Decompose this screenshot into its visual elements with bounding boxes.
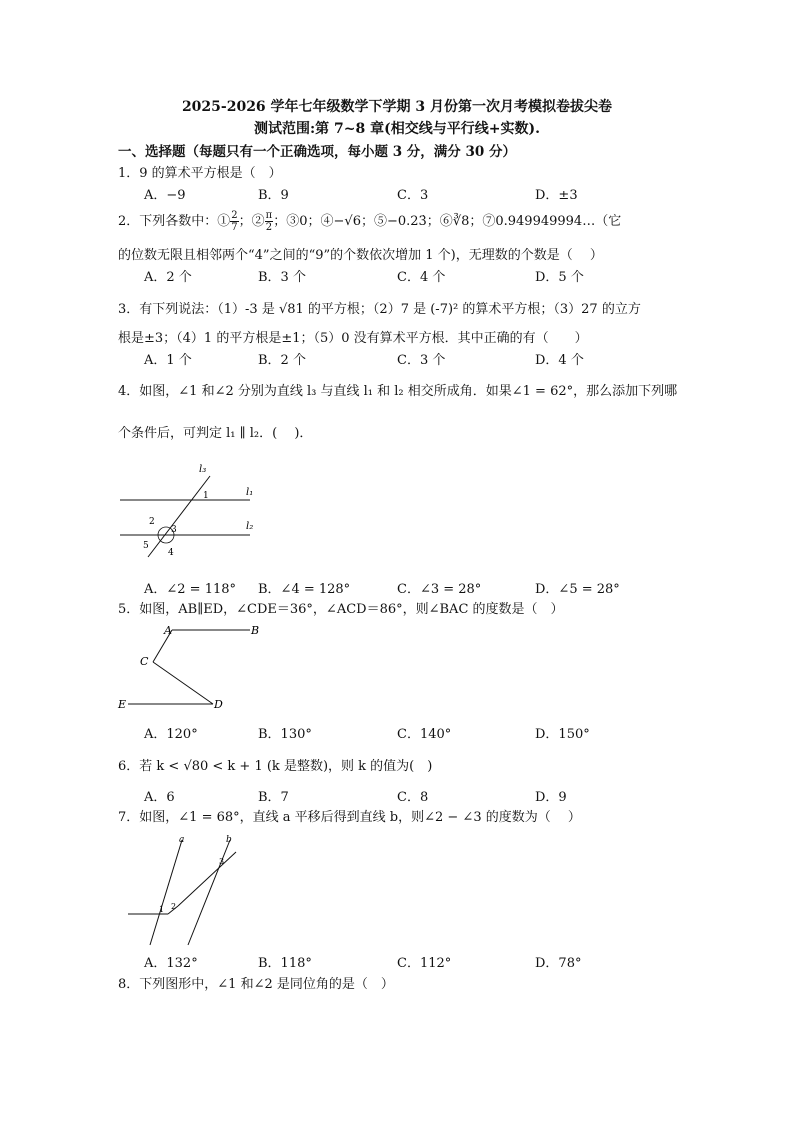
angle-label-3: 3 xyxy=(219,857,225,866)
q6-option-c: C．8 xyxy=(397,790,429,805)
point-label-e: E xyxy=(118,698,127,711)
label-line-b: b xyxy=(226,835,232,845)
q2-option-b: B．3 个 xyxy=(258,270,306,285)
question-2-stem-line2: 的位数无限且相邻两个“4”之间的“9”的个数依次增加 1 个)，无理数的个数是（ ） xyxy=(118,248,603,263)
question-4-stem: 4．如图，∠1 和∠2 分别为直线 l₃ 与直线 l₁ 和 l₂ 相交所成角．如果∠1 = 62°，那么添加下列哪 xyxy=(118,384,678,399)
question-3-stem-line2: 根是±3；（4）1 的平方根是±1；（5）0 没有算术平方根．其中正确的有（ ） xyxy=(118,331,588,346)
q3-option-c: C．3 个 xyxy=(397,353,446,368)
q1-option-b: B．9 xyxy=(258,188,289,203)
line-b xyxy=(188,840,230,945)
point-label-c: C xyxy=(140,655,149,668)
q4-option-c: C．∠3 = 28° xyxy=(397,582,482,597)
question-8-stem: 8．下列图形中，∠1 和∠2 是同位角的是（ ） xyxy=(118,977,394,992)
q7-option-b: B．118° xyxy=(258,956,312,971)
point-label-d: D xyxy=(214,698,223,711)
question-4-stem-line2: 个条件后，可判定 l₁ ∥ l₂．( )． xyxy=(118,426,313,441)
fraction-numerator: π xyxy=(265,210,273,221)
q2-option-c: C．4 个 xyxy=(397,270,446,285)
q6-option-d: D．9 xyxy=(535,790,567,805)
question-5-stem: 5．如图，AB∥ED，∠CDE＝36°，∠ACD＝86°，则∠BAC 的度数是（ ） xyxy=(118,602,564,617)
section-heading: 一、选择题（每题只有一个正确选项，每小题 3 分，满分 30 分） xyxy=(118,144,516,160)
q6-option-a: A．6 xyxy=(144,790,175,805)
angle-label-1: 1 xyxy=(203,491,209,501)
q4-option-d: D．∠5 = 28° xyxy=(535,582,620,597)
point-label-b: B xyxy=(251,624,260,637)
q4-option-b: B．∠4 = 128° xyxy=(258,582,351,597)
q5-option-b: B．130° xyxy=(258,727,312,742)
label-l2: l₂ xyxy=(246,521,254,532)
question-6-stem: 6．若 k < √80 < k + 1 (k 是整数)，则 k 的值为( ) xyxy=(118,759,433,774)
line-a xyxy=(150,840,182,945)
q7-option-d: D．78° xyxy=(535,956,582,971)
q1-option-c: C．3 xyxy=(397,188,429,203)
angle-label-2: 2 xyxy=(171,902,177,911)
angle-label-3: 3 xyxy=(171,525,177,535)
fraction-denominator: 7 xyxy=(231,222,238,233)
q7-option-a: A．132° xyxy=(144,956,198,971)
q7-option-c: C．112° xyxy=(397,956,452,971)
angle-label-2: 2 xyxy=(149,517,155,527)
q6-option-b: B．7 xyxy=(258,790,289,805)
q1-option-d: D．±3 xyxy=(535,188,578,203)
q2-stem-sep: ；② xyxy=(238,214,265,229)
exam-scope: 测试范围:第 7~8 章(相交线与平行线+实数). xyxy=(254,121,540,137)
label-line-a: a xyxy=(179,835,185,845)
q1-option-a: A．−9 xyxy=(144,188,186,203)
point-label-a: A xyxy=(164,624,172,637)
exam-title: 2025-2026 学年七年级数学下学期 3 月份第一次月考模拟卷拔尖卷 xyxy=(181,99,613,115)
q2-option-d: D．5 个 xyxy=(535,270,584,285)
question-7-stem: 7．如图，∠1 = 68°，直线 a 平移后得到直线 b，则∠2 − ∠3 的度数为（ ） xyxy=(118,810,581,825)
q2-stem-prefix: 2．下列各数中：① xyxy=(118,214,231,229)
q3-option-d: D．4 个 xyxy=(535,353,584,368)
fraction-numerator: 2 xyxy=(231,210,238,221)
q4-option-a: A．∠2 = 118° xyxy=(144,582,237,597)
question-3-stem: 3．有下列说法：（1）-3 是 √81 的平方根；（2）7 是 (-7)² 的算术平方根；（3）27 的立方 xyxy=(118,302,641,317)
q5-option-c: C．140° xyxy=(397,727,452,742)
q3-option-b: B．2 个 xyxy=(258,353,306,368)
angle-label-1: 1 xyxy=(159,905,165,914)
label-l1: l₁ xyxy=(246,487,254,498)
label-l3: l₃ xyxy=(199,464,207,475)
question-1-stem: 1．9 的算术平方根是（ ） xyxy=(118,166,282,181)
q2-option-a: A．2 个 xyxy=(144,270,192,285)
angle-label-5: 5 xyxy=(143,541,149,551)
fraction-denominator: 2 xyxy=(265,222,273,233)
q5-option-a: A．120° xyxy=(144,727,198,742)
angle-label-4: 4 xyxy=(168,548,174,558)
q3-option-a: A．1 个 xyxy=(144,353,192,368)
q5-option-d: D．150° xyxy=(535,727,590,742)
q2-stem-rest: ；③0；④−√6；⑤−0.23̇；⑥∛8；⑦0.949949994…（它 xyxy=(273,214,622,229)
